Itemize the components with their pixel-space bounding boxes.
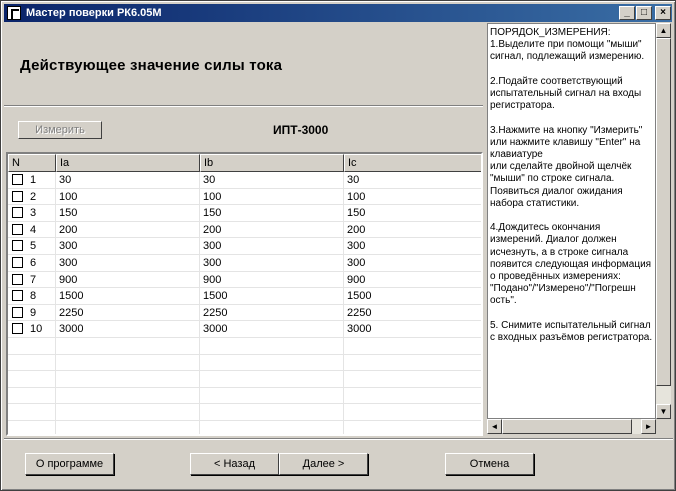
cell-text: 100 bbox=[203, 190, 222, 203]
empty-cell bbox=[200, 355, 344, 371]
table-cell-n bbox=[8, 172, 56, 188]
app-icon bbox=[7, 6, 21, 20]
table-cell-n bbox=[8, 238, 56, 254]
table-cell-ia bbox=[56, 288, 200, 304]
empty-cell bbox=[56, 371, 200, 387]
scroll-up-icon[interactable]: ▲ bbox=[656, 23, 671, 38]
cell-text: 300 bbox=[347, 240, 366, 253]
empty-table-row bbox=[8, 404, 483, 421]
cell-text: 7 bbox=[30, 273, 37, 286]
table-row[interactable] bbox=[8, 238, 483, 255]
column-header-n[interactable]: N bbox=[8, 154, 56, 172]
table-cell-ib bbox=[200, 238, 344, 254]
table-cell-ia bbox=[56, 272, 200, 288]
cell-text: 2250 bbox=[59, 306, 84, 319]
next-button[interactable]: Далее > bbox=[279, 453, 368, 475]
table-cell-ic bbox=[344, 255, 483, 271]
table-cell-ib bbox=[200, 172, 344, 188]
row-checkbox[interactable] bbox=[12, 257, 23, 268]
cell-text: 6 bbox=[30, 256, 37, 269]
table-cell-ib bbox=[200, 305, 344, 321]
table-row[interactable] bbox=[8, 255, 483, 272]
cell-text: 2250 bbox=[347, 306, 372, 319]
cell-text: 2 bbox=[30, 190, 37, 203]
cell-text: 1500 bbox=[203, 290, 228, 303]
cell-text: 2250 bbox=[203, 306, 228, 319]
about-button[interactable]: О программе bbox=[25, 453, 114, 475]
minimize-button[interactable]: _ bbox=[619, 6, 635, 20]
empty-cell bbox=[8, 338, 56, 354]
table-cell-ib bbox=[200, 288, 344, 304]
cell-text: 200 bbox=[59, 223, 78, 236]
empty-table-row bbox=[8, 421, 483, 436]
empty-cell bbox=[344, 371, 483, 387]
table-cell-ia bbox=[56, 189, 200, 205]
table-cell-ic bbox=[344, 321, 483, 337]
scroll-thumb[interactable] bbox=[656, 38, 671, 386]
empty-cell bbox=[8, 388, 56, 404]
table-row[interactable] bbox=[8, 189, 483, 206]
table-row[interactable] bbox=[8, 321, 483, 338]
empty-cell bbox=[56, 404, 200, 420]
table-cell-n bbox=[8, 205, 56, 221]
table-cell-ia bbox=[56, 305, 200, 321]
cell-text: 8 bbox=[30, 290, 37, 303]
table-cell-ib bbox=[200, 255, 344, 271]
scroll-corner bbox=[656, 419, 671, 434]
cell-text: 1 bbox=[30, 174, 37, 186]
table-row[interactable] bbox=[8, 288, 483, 305]
row-checkbox[interactable] bbox=[12, 174, 23, 185]
cell-text: 200 bbox=[347, 223, 366, 236]
table-cell-ic bbox=[344, 238, 483, 254]
cell-text: 9 bbox=[30, 306, 37, 319]
cell-text: 3000 bbox=[59, 323, 84, 336]
empty-cell bbox=[56, 421, 200, 436]
cell-text: 3 bbox=[30, 207, 37, 220]
table-cell-n bbox=[8, 321, 56, 337]
table-cell-n bbox=[8, 288, 56, 304]
cell-text: 5 bbox=[30, 240, 37, 253]
table-cell-ib bbox=[200, 205, 344, 221]
table-cell-ia bbox=[56, 222, 200, 238]
table-cell-n bbox=[8, 255, 56, 271]
table-cell-ic bbox=[344, 272, 483, 288]
table-cell-n bbox=[8, 222, 56, 238]
table-cell-n bbox=[8, 305, 56, 321]
table-cell-ib bbox=[200, 189, 344, 205]
table-cell-ic bbox=[344, 172, 483, 188]
table-row[interactable] bbox=[8, 305, 483, 322]
table-cell-n bbox=[8, 189, 56, 205]
cell-text: 900 bbox=[59, 273, 78, 286]
row-checkbox[interactable] bbox=[12, 307, 23, 318]
empty-cell bbox=[8, 355, 56, 371]
table-row[interactable] bbox=[8, 205, 483, 222]
scroll-left-icon[interactable]: ◄ bbox=[487, 419, 502, 434]
cell-text: 1500 bbox=[347, 290, 372, 303]
cell-text: 300 bbox=[59, 240, 78, 253]
horizontal-scrollbar[interactable] bbox=[487, 419, 656, 434]
cell-text: 1500 bbox=[59, 290, 84, 303]
empty-cell bbox=[8, 421, 56, 436]
divider bbox=[4, 438, 673, 440]
h-scroll-thumb[interactable] bbox=[502, 419, 632, 434]
empty-cell bbox=[344, 388, 483, 404]
table-cell-ia bbox=[56, 321, 200, 337]
title-bar[interactable] bbox=[4, 4, 672, 22]
window-title: Мастер поверки РК6.05М bbox=[26, 7, 162, 19]
table-cell-ic bbox=[344, 288, 483, 304]
cell-text: 3000 bbox=[347, 323, 372, 336]
table-cell-n bbox=[8, 272, 56, 288]
instructions-text: ПОРЯДОК_ИЗМЕРЕНИЯ: 1.Выделите при помощи "мыши" сигнал, подлежащий измерению. 2.Подайте соответствующий испытательный сигнал на входы регистратора. 3.Нажмите на кнопку "Измерить" или нажмите клавишу "Enter" на клавиатуре или сделайте двойной щелчёк "мыши" по строке сигнала. Появиться диалог ожидания набора статистики. 4.Дождитесь окончания измерений. Диалог должен исчезнуть, а в строке сигнала появится следующая информация о проведённых измерениях: "Подано"/"Измерено"/"Погрешн ость". 5. Снимите испытательный сигнал с входных разъёмов регистратора. bbox=[487, 23, 656, 419]
maximize-button[interactable]: □ bbox=[636, 6, 652, 20]
table-header bbox=[8, 154, 483, 172]
table-cell-ib bbox=[200, 272, 344, 288]
cell-text: 900 bbox=[347, 273, 366, 286]
cell-text: 150 bbox=[203, 207, 222, 220]
empty-cell bbox=[8, 404, 56, 420]
scroll-down-icon[interactable]: ▼ bbox=[656, 404, 671, 419]
cell-text: 150 bbox=[59, 207, 78, 220]
vertical-scrollbar[interactable] bbox=[656, 23, 671, 419]
empty-cell bbox=[344, 421, 483, 436]
divider bbox=[4, 105, 483, 107]
column-header-ib[interactable]: Ib bbox=[200, 154, 344, 172]
cell-text: 4 bbox=[30, 223, 37, 236]
cell-text: 10 bbox=[30, 323, 43, 336]
cell-text: 300 bbox=[203, 240, 222, 253]
row-checkbox[interactable] bbox=[12, 274, 23, 285]
back-button[interactable]: < Назад bbox=[190, 453, 279, 475]
cell-text: 100 bbox=[59, 190, 78, 203]
row-checkbox[interactable] bbox=[12, 323, 23, 334]
cell-text: 150 bbox=[347, 207, 366, 220]
device-label: ИПТ-3000 bbox=[273, 123, 329, 137]
table-cell-ic bbox=[344, 189, 483, 205]
column-header-ia[interactable]: Ia bbox=[56, 154, 200, 172]
cell-text: 300 bbox=[203, 256, 222, 269]
cell-text: 300 bbox=[347, 256, 366, 269]
table-cell-ia bbox=[56, 172, 200, 188]
cell-text: 30 bbox=[347, 174, 360, 186]
column-header-ic[interactable]: Ic bbox=[344, 154, 483, 172]
cancel-button[interactable]: Отмена bbox=[445, 453, 534, 475]
empty-table-row bbox=[8, 388, 483, 405]
heading-panel bbox=[4, 23, 483, 105]
table-cell-ia bbox=[56, 238, 200, 254]
empty-cell bbox=[56, 388, 200, 404]
table-cell-ib bbox=[200, 222, 344, 238]
empty-cell bbox=[344, 404, 483, 420]
cell-text: 100 bbox=[347, 190, 366, 203]
cell-text: 30 bbox=[203, 174, 216, 186]
empty-table-row bbox=[8, 371, 483, 388]
empty-table-row bbox=[8, 338, 483, 355]
empty-cell bbox=[200, 388, 344, 404]
empty-cell bbox=[200, 371, 344, 387]
table-cell-ia bbox=[56, 205, 200, 221]
row-checkbox[interactable] bbox=[12, 191, 23, 202]
empty-cell bbox=[8, 371, 56, 387]
table-cell-ia bbox=[56, 255, 200, 271]
cell-text: 200 bbox=[203, 223, 222, 236]
table-body bbox=[8, 172, 483, 436]
empty-cell bbox=[200, 404, 344, 420]
row-checkbox[interactable] bbox=[12, 207, 23, 218]
cell-text: 3000 bbox=[203, 323, 228, 336]
signals-table bbox=[6, 152, 483, 436]
table-cell-ic bbox=[344, 205, 483, 221]
table-cell-ib bbox=[200, 321, 344, 337]
table-cell-ic bbox=[344, 305, 483, 321]
cell-text: 300 bbox=[59, 256, 78, 269]
row-checkbox[interactable] bbox=[12, 224, 23, 235]
measure-button[interactable]: Измерить bbox=[18, 121, 102, 139]
empty-cell bbox=[344, 355, 483, 371]
row-checkbox[interactable] bbox=[12, 290, 23, 301]
empty-cell bbox=[344, 338, 483, 354]
row-checkbox[interactable] bbox=[12, 240, 23, 251]
cell-text: 900 bbox=[203, 273, 222, 286]
table-row[interactable] bbox=[8, 272, 483, 289]
table-row[interactable] bbox=[8, 172, 483, 189]
empty-cell bbox=[200, 421, 344, 436]
empty-cell bbox=[200, 338, 344, 354]
empty-table-row bbox=[8, 355, 483, 372]
empty-cell bbox=[56, 338, 200, 354]
table-row[interactable] bbox=[8, 222, 483, 239]
cell-text: 30 bbox=[59, 174, 72, 186]
table-cell-ic bbox=[344, 222, 483, 238]
close-button[interactable]: × bbox=[655, 6, 671, 20]
page-title: Действующее значение силы тока bbox=[20, 57, 283, 74]
empty-cell bbox=[56, 355, 200, 371]
scroll-right-icon[interactable]: ► bbox=[641, 419, 656, 434]
